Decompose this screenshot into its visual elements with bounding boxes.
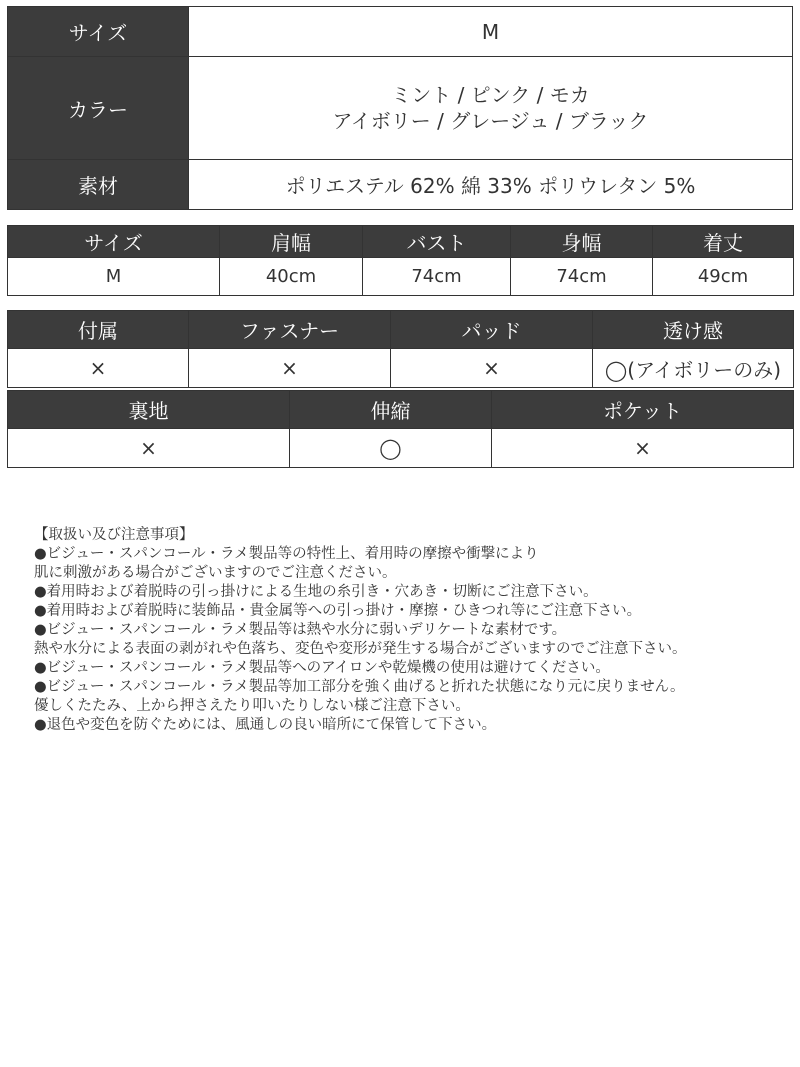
spec-color-row (8, 57, 793, 160)
size-value-cell: M (8, 258, 220, 296)
care-line: ●ビジュー・スパンコール・ラメ製品等加工部分を強く曲げると折れた状態になり元に戻りません。 (34, 679, 685, 695)
care-line: 熱や水分による表面の剥がれや色落ち、変色や変形が発生する場合がございますのでご注意下さい。 (34, 641, 687, 657)
size-header-cell: 着丈 (653, 226, 794, 258)
details-value-row (8, 429, 794, 468)
spec-table (7, 6, 793, 210)
material-label: 素材 (8, 160, 189, 210)
material-value: ポリエステル 62% 綿 33% ポリウレタン 5% (189, 160, 793, 210)
lining-label: 裏地 (8, 391, 290, 429)
details-table-2 (7, 390, 794, 468)
pad-value: × (391, 349, 593, 388)
stretch-label: 伸縮 (290, 391, 492, 429)
color-label: カラー (8, 57, 189, 160)
size-value-cell: 40cm (220, 258, 363, 296)
care-line: 肌に刺激がある場合がございますのでご注意ください。 (34, 565, 397, 581)
pocket-value: × (492, 429, 794, 468)
pocket-label: ポケット (492, 391, 794, 429)
details-header-row (8, 391, 794, 429)
zipper-label: ファスナー (189, 311, 391, 349)
lining-value: × (8, 429, 290, 468)
care-line: ●退色や変色を防ぐためには、風通しの良い暗所にて保管して下さい。 (34, 717, 497, 733)
size-header-row (8, 226, 794, 258)
size-value-cell: 74cm (511, 258, 653, 296)
details-table-1 (7, 310, 794, 388)
spec-material-row (8, 160, 793, 210)
care-title: 【取扱い及び注意事項】 (34, 527, 194, 543)
care-line: ●ビジュー・スパンコール・ラメ製品等は熱や水分に弱いデリケートな素材です。 (34, 622, 567, 638)
accessories-value: × (8, 349, 189, 388)
size-label: サイズ (8, 7, 189, 57)
size-table (7, 225, 794, 296)
details-header-row (8, 311, 794, 349)
care-line: ●ビジュー・スパンコール・ラメ製品等の特性上、着用時の摩擦や衝撃により (34, 546, 539, 562)
size-value: M (189, 7, 793, 57)
care-line: ●着用時および着脱時に装飾品・貴金属等への引っ掛け・摩擦・ひきつれ等にご注意下さい。 (34, 603, 642, 619)
color-line-1: ミント / ピンク / モカ (391, 83, 590, 107)
details-value-row (8, 349, 794, 388)
accessories-label: 付属 (8, 311, 189, 349)
care-line: 優しくたたみ、上から押さえたり叩いたりしない様ご注意下さい。 (34, 698, 470, 714)
size-value-cell: 74cm (363, 258, 511, 296)
size-header-cell: 肩幅 (220, 226, 363, 258)
stretch-value: ◯ (290, 429, 492, 468)
zipper-value: × (189, 349, 391, 388)
care-line: ●着用時および着脱時の引っ掛けによる生地の糸引き・穴あき・切断にご注意下さい。 (34, 584, 598, 600)
pad-label: パッド (391, 311, 593, 349)
size-header-cell: 身幅 (511, 226, 653, 258)
spec-size-row (8, 7, 793, 57)
size-value-cell: 49cm (653, 258, 794, 296)
size-value-row (8, 258, 794, 296)
sheerness-value: ◯(アイボリーのみ) (593, 349, 794, 388)
size-header-cell: バスト (363, 226, 511, 258)
care-notes (34, 526, 794, 735)
color-value (189, 57, 793, 160)
size-header-cell: サイズ (8, 226, 220, 258)
care-line: ●ビジュー・スパンコール・ラメ製品等へのアイロンや乾燥機の使用は避けてください。 (34, 660, 610, 676)
color-line-2: アイボリー / グレージュ / ブラック (332, 109, 649, 133)
sheerness-label: 透け感 (593, 311, 794, 349)
